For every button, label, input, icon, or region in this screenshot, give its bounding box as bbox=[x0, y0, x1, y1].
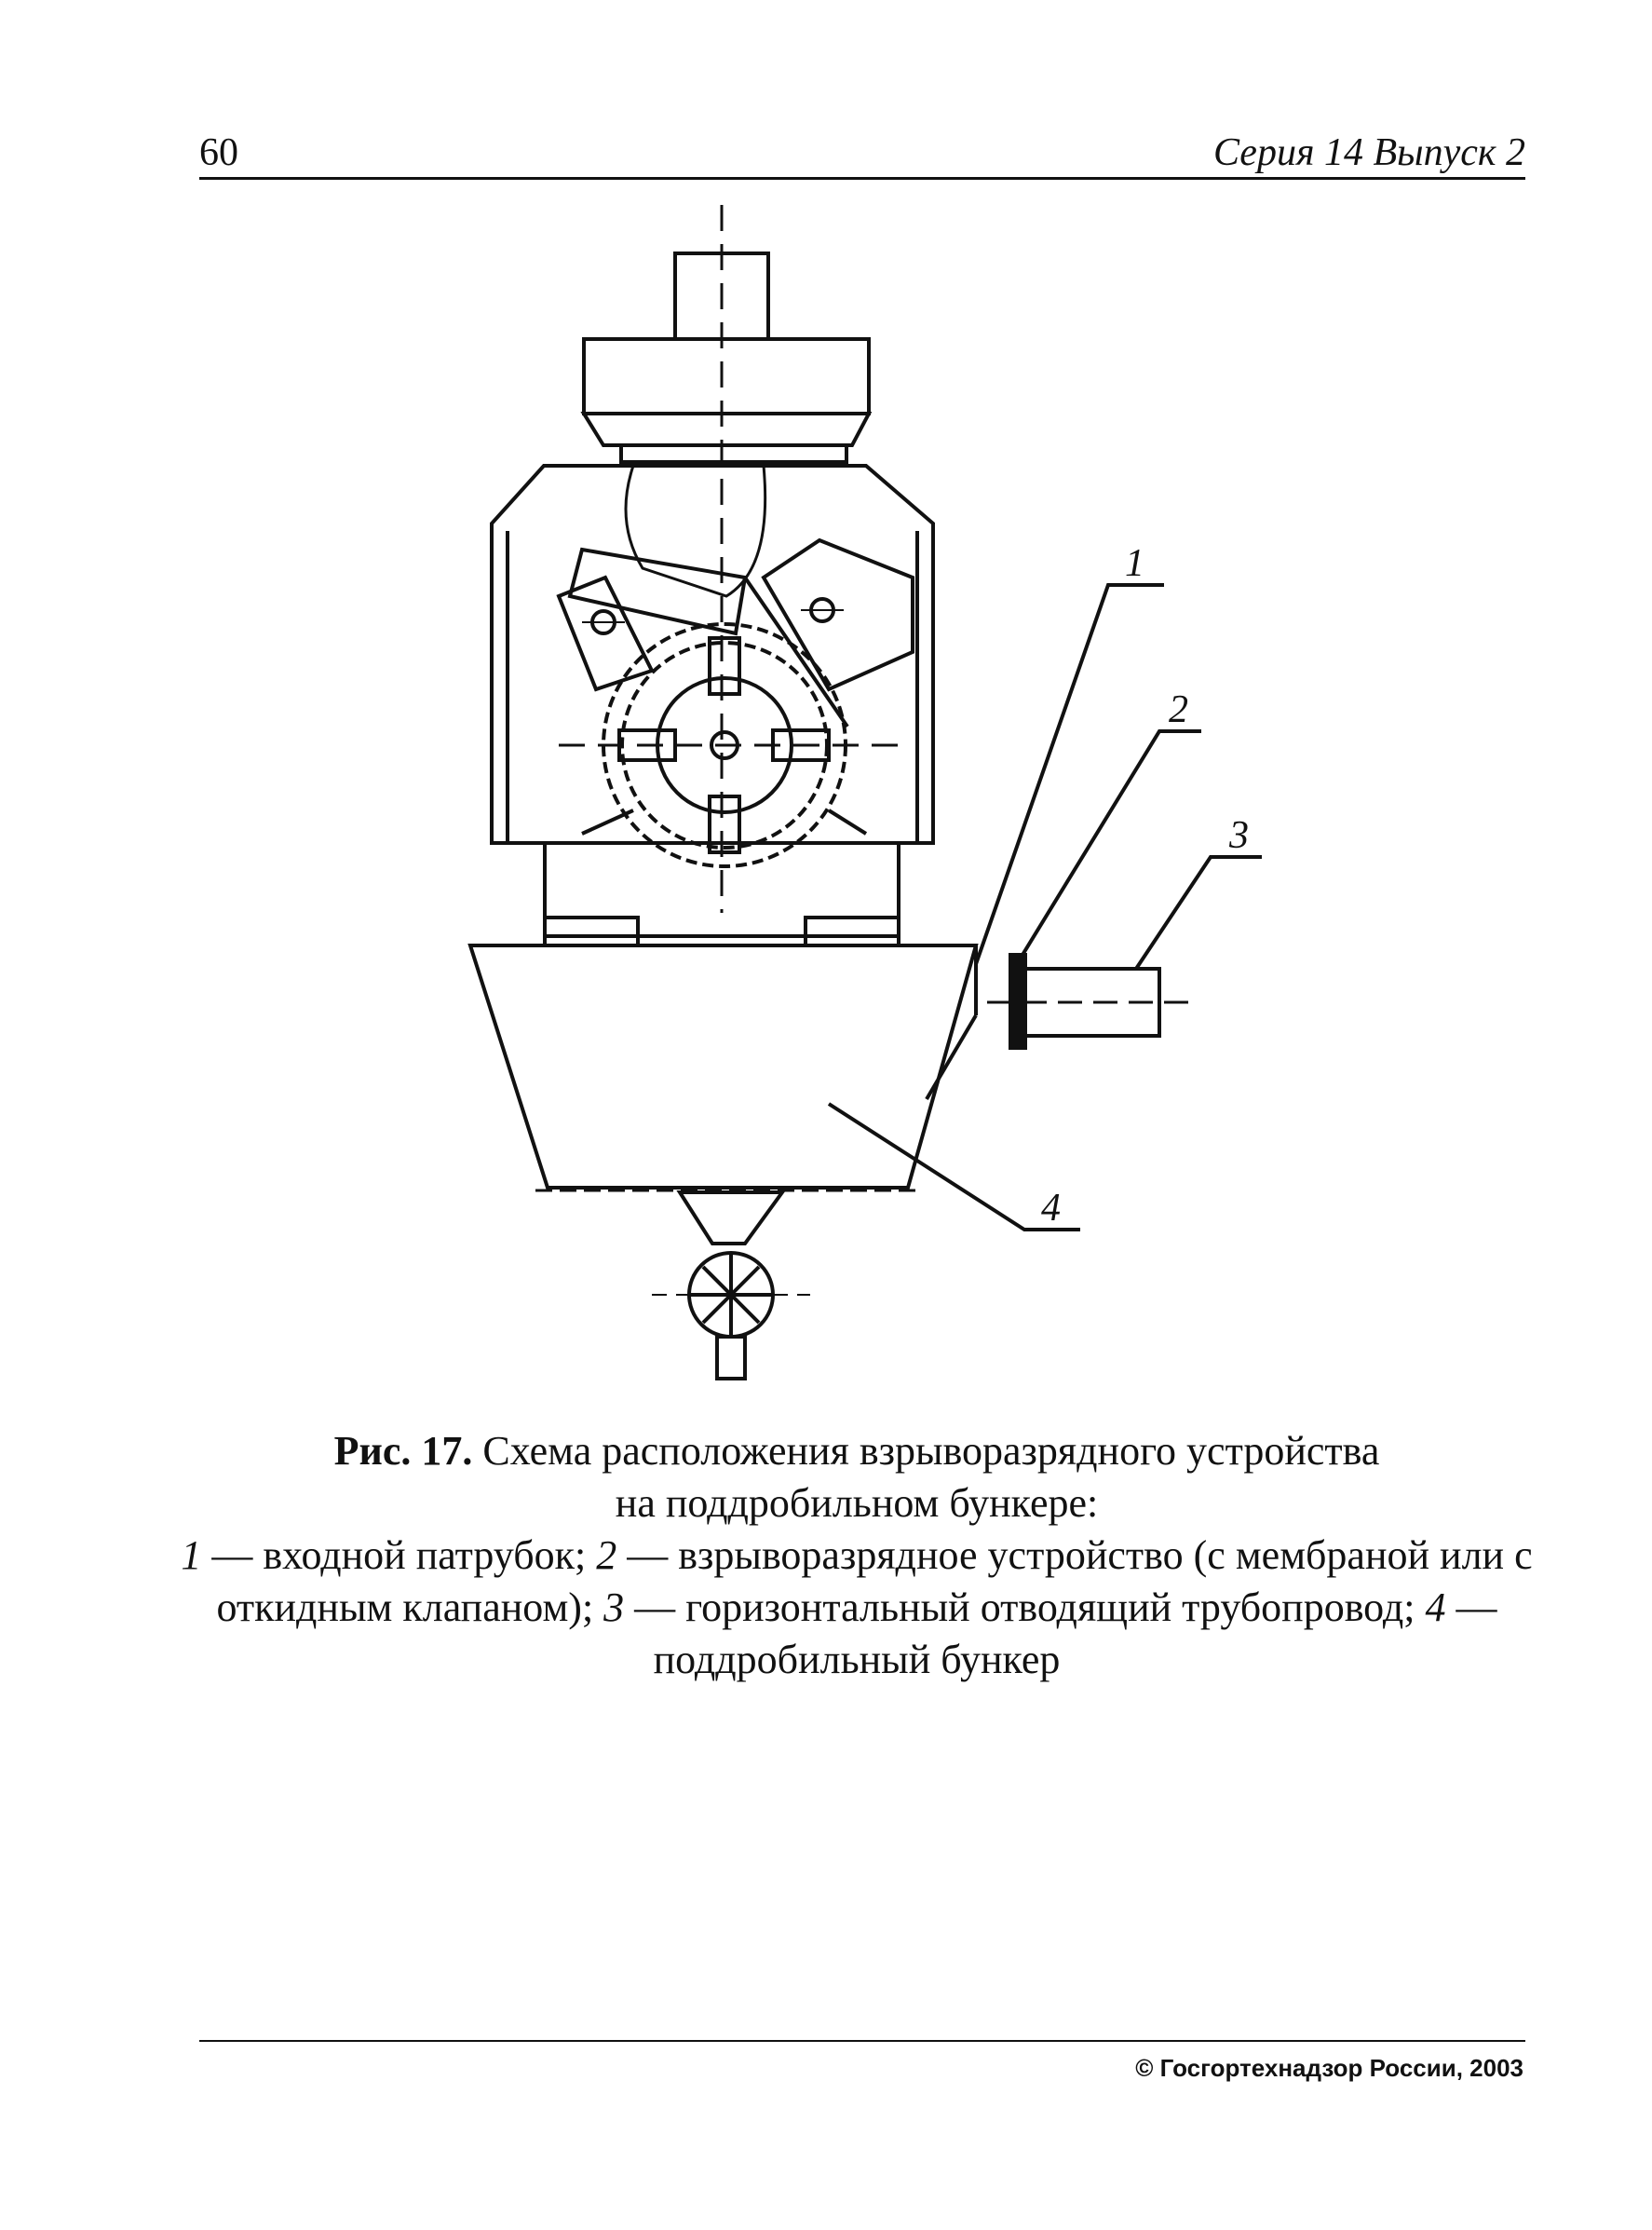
item-2-text: взрыворазрядное устройство (с мембраной или с откидным клапаном); bbox=[216, 1532, 1533, 1630]
caption-title-line1: Схема расположения взрыворазрядного устройства bbox=[482, 1428, 1380, 1474]
caption-items: 1 — входной патрубок; 2 — взрыворазрядное устройство (с мембраной или с откидным клапаном); 3 — горизонтальный отводящий трубопровод; 4 — поддробильный бункер bbox=[181, 1532, 1533, 1682]
discharge-chute bbox=[680, 1192, 782, 1244]
leader-3 bbox=[1136, 857, 1262, 969]
top-flange bbox=[584, 339, 869, 414]
item-3-text: горизонтальный отводящий трубопровод; bbox=[685, 1584, 1415, 1630]
crusher-body bbox=[492, 466, 933, 843]
figure-caption bbox=[168, 1425, 1546, 1686]
item-2-num: 2 bbox=[596, 1532, 617, 1578]
left-plate bbox=[570, 550, 745, 633]
callout-3: 3 bbox=[1229, 814, 1249, 857]
caption-title-line2: на поддробильном бункере: bbox=[615, 1480, 1099, 1526]
footer-rule bbox=[199, 2040, 1525, 2042]
item-1-num: 1 bbox=[181, 1532, 202, 1578]
callout-4: 4 bbox=[1041, 1187, 1061, 1230]
leader-1 bbox=[976, 585, 1164, 964]
callout-2: 2 bbox=[1169, 688, 1188, 731]
item-3-num: 3 bbox=[603, 1584, 625, 1630]
page-number: 60 bbox=[199, 131, 238, 174]
figure-label: Рис. 17. bbox=[333, 1428, 473, 1474]
membrane-device bbox=[1010, 955, 1025, 1048]
top-ring bbox=[621, 445, 846, 462]
right-plate bbox=[764, 540, 913, 689]
item-1-text: входной патрубок; bbox=[263, 1532, 587, 1578]
item-4-text: поддробильный бункер bbox=[653, 1637, 1061, 1682]
series-title: Серия 14 Выпуск 2 bbox=[1213, 131, 1525, 174]
copyright: © Госгортехнадзор России, 2003 bbox=[1135, 2054, 1523, 2082]
item-4-num: 4 bbox=[1425, 1584, 1446, 1630]
top-taper bbox=[584, 414, 869, 445]
callout-1: 1 bbox=[1125, 542, 1144, 585]
